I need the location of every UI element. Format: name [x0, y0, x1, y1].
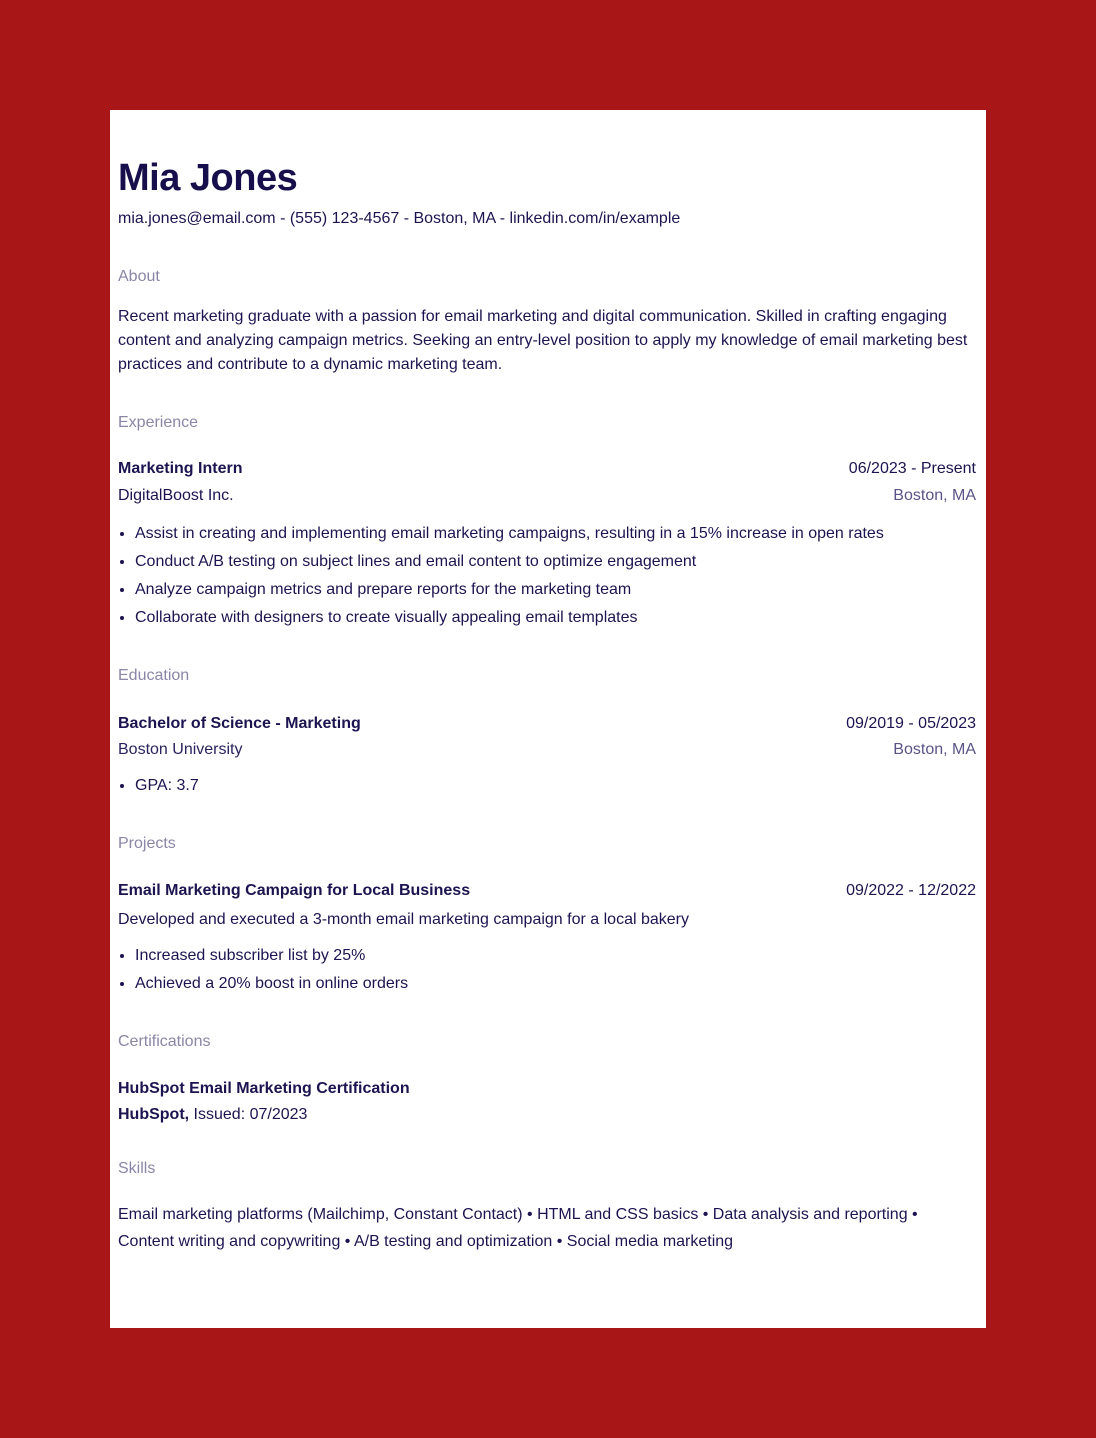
certification-name: HubSpot Email Marketing Certification	[118, 1080, 410, 1097]
candidate-name: Mia Jones	[118, 157, 298, 199]
list-item: • Achieved a 20% boost in online orders	[135, 970, 976, 998]
list-item: • Analyze campaign metrics and prepare reports for the marketing team	[135, 576, 976, 604]
projects-section-title: Projects	[118, 835, 176, 852]
school-name: Boston University	[118, 741, 243, 758]
experience-entry-header	[118, 459, 976, 479]
contact-line: mia.jones@email.com - (555) 123-4567 - Boston, MA - linkedin.com/in/example	[118, 210, 681, 227]
about-text: Recent marketing graduate with a passion for email marketing and digital communication. Skilled in crafting engaging content and analyzing campaign metrics. Seeking an entry-level position to apply my knowledge of email marketing best practices and contribute to a dynamic marketing team.	[118, 308, 968, 373]
list-item: • GPA: 3.7	[135, 772, 976, 800]
certifications-section-title: Certifications	[118, 1033, 211, 1050]
skills-section-title: Skills	[118, 1160, 156, 1177]
certification-issuer: HubSpot,	[118, 1106, 190, 1123]
degree-title: Bachelor of Science - Marketing	[118, 715, 361, 732]
experience-entry-subheader	[118, 486, 976, 506]
certifications-section	[118, 1032, 976, 1125]
experience-section-title: Experience	[118, 414, 199, 431]
project-dates: 09/2022 - 12/2022	[846, 882, 976, 899]
projects-section	[118, 834, 976, 998]
school-location: Boston, MA	[893, 741, 976, 758]
certification-issuer-line	[118, 1105, 976, 1125]
project-name: Email Marketing Campaign for Local Business	[118, 882, 471, 899]
project-bullets	[118, 942, 976, 998]
job-title: Marketing Intern	[118, 460, 243, 477]
list-item: • Conduct A/B testing on subject lines and email content to optimize engagement	[135, 548, 976, 576]
company-name: DigitalBoost Inc.	[118, 487, 234, 504]
education-bullets	[118, 772, 976, 800]
education-entry-header	[118, 714, 976, 734]
job-location: Boston, MA	[893, 487, 976, 504]
list-item: • Collaborate with designers to create visually appealing email templates	[135, 604, 976, 632]
skills-list: Email marketing platforms (Mailchimp, Constant Contact) • HTML and CSS basics • Data analysis and reporting • Content writing and copywriting • A/B testing and optimization • Social media marketing	[118, 1206, 918, 1250]
list-item: • Increased subscriber list by 25%	[135, 942, 976, 970]
education-dates: 09/2019 - 05/2023	[846, 715, 976, 732]
skills-section	[118, 1159, 976, 1255]
job-dates: 06/2023 - Present	[848, 460, 976, 477]
experience-section	[118, 413, 976, 632]
education-section	[118, 666, 976, 800]
certification-issued-date: Issued: 07/2023	[193, 1106, 308, 1123]
education-entry-subheader	[118, 740, 976, 760]
project-entry-header	[118, 881, 976, 901]
experience-bullets	[118, 520, 976, 632]
project-description: Developed and executed a 3-month email marketing campaign for a local bakery	[118, 911, 689, 928]
resume-page	[110, 110, 986, 1328]
education-section-title: Education	[118, 667, 190, 684]
list-item: • Assist in creating and implementing email marketing campaigns, resulting in a 15% increase in open rates	[135, 520, 976, 548]
about-section-title: About	[118, 268, 160, 285]
